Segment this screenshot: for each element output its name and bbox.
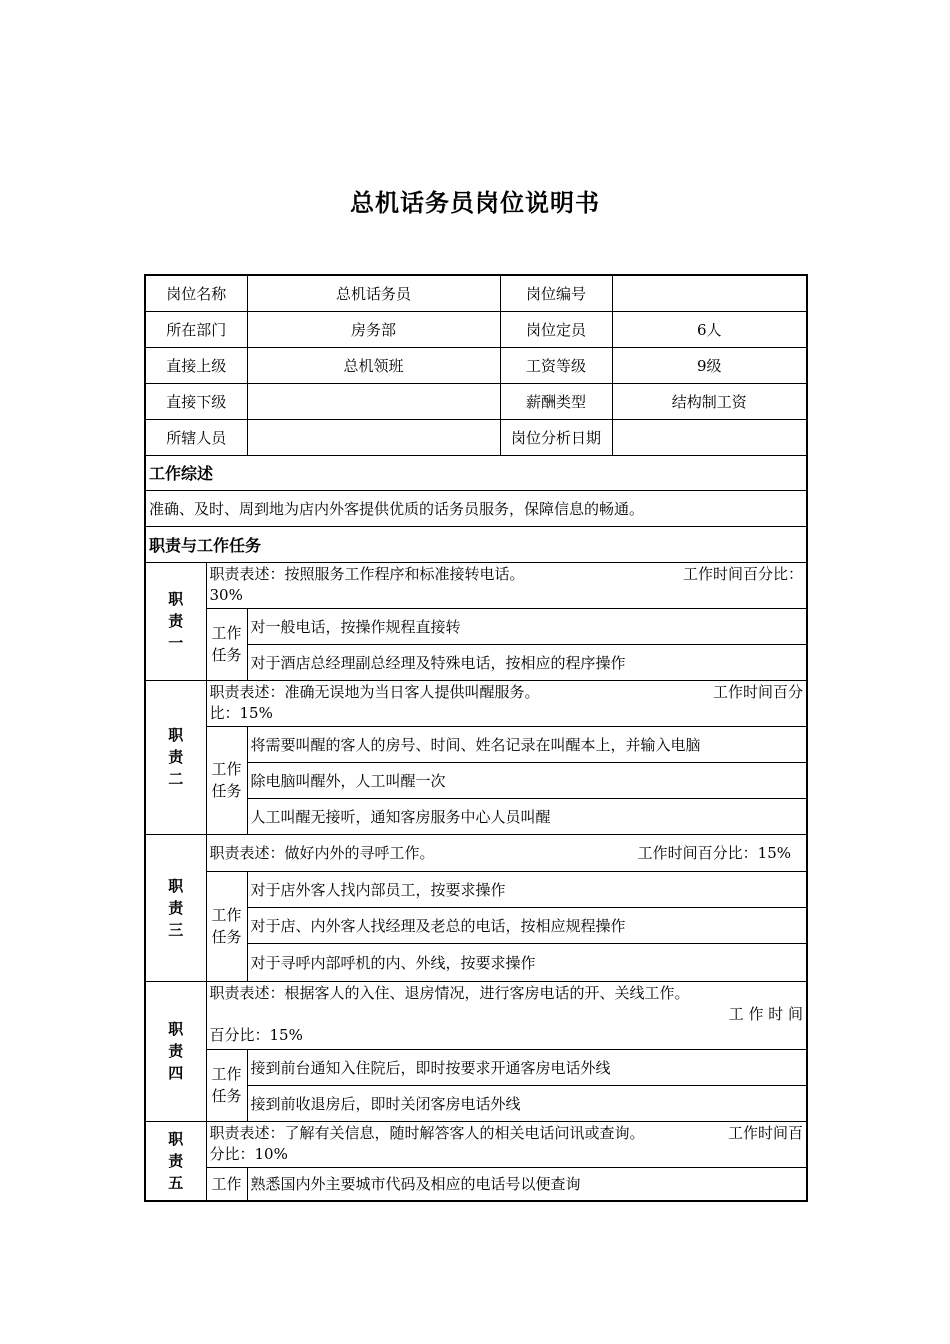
info-value: 9级: [612, 347, 807, 383]
info-row: [145, 275, 807, 311]
job-description-table: [144, 274, 808, 1202]
duty-label: 职 责 一: [145, 562, 206, 680]
info-value: [612, 275, 807, 311]
info-value: [247, 383, 500, 419]
summary-heading: 工作综述: [145, 455, 807, 490]
info-value: 房务部: [247, 311, 500, 347]
info-label: 岗位分析日期: [500, 419, 612, 455]
task-item: 接到前收退房后，即时关闭客房电话外线: [247, 1085, 807, 1121]
info-value: 总机话务员: [247, 275, 500, 311]
task-label: 工作 任务: [206, 608, 247, 680]
task-label: 工作 任务: [206, 1049, 247, 1121]
duty-row: [145, 1121, 807, 1167]
task-item: 对于酒店总经理副总经理及特殊电话，按相应的程序操作: [247, 644, 807, 680]
duty-description: 职责表述：做好内外的寻呼工作。 工作时间百分比：15%: [206, 834, 807, 871]
task-item: 人工叫醒无接听，通知客房服务中心人员叫醒: [247, 798, 807, 834]
duty-description: 职责表述：准确无误地为当日客人提供叫醒服务。 工作时间百分 比：15%: [206, 680, 807, 726]
task-label: 工作 任务: [206, 726, 247, 834]
duty-row: [145, 680, 807, 726]
duty-label: 职 责 三: [145, 834, 206, 981]
info-label: 岗位名称: [145, 275, 247, 311]
info-row: [145, 347, 807, 383]
info-row: [145, 383, 807, 419]
info-label: 薪酬类型: [500, 383, 612, 419]
duty-row: [145, 834, 807, 871]
info-label: 岗位编号: [500, 275, 612, 311]
task-label: 工作: [206, 1167, 247, 1201]
info-row: [145, 419, 807, 455]
duty-description: 职责表述：了解有关信息，随时解答客人的相关电话问讯或查询。 工作时间百 分比：10%: [206, 1121, 807, 1167]
duty-description: 职责表述：根据客人的入住、退房情况，进行客房电话的开、关线工作。 工 作 时 间 百分比：15%: [206, 981, 807, 1049]
info-label: 直接下级: [145, 383, 247, 419]
page-title: 总机话务员岗位说明书: [350, 189, 600, 217]
info-value: 6人: [612, 311, 807, 347]
duty-label: 职 责 二: [145, 680, 206, 834]
task-item: 熟悉国内外主要城市代码及相应的电话号以便查询: [247, 1167, 807, 1201]
duty-row: [145, 981, 807, 1049]
info-label: 所在部门: [145, 311, 247, 347]
info-label: 岗位定员: [500, 311, 612, 347]
duty-label: 职 责 四: [145, 981, 206, 1121]
info-value: 结构制工资: [612, 383, 807, 419]
task-item: 除电脑叫醒外，人工叫醒一次: [247, 762, 807, 798]
info-label: 所辖人员: [145, 419, 247, 455]
info-label: 工资等级: [500, 347, 612, 383]
task-item: 对一般电话，按操作规程直接转: [247, 608, 807, 644]
info-value: [612, 419, 807, 455]
summary-text: 准确、及时、周到地为店内外客提供优质的话务员服务，保障信息的畅通。: [145, 490, 807, 526]
duty-row: [145, 562, 807, 608]
task-item: 对于店、内外客人找经理及老总的电话，按相应规程操作: [247, 907, 807, 943]
duty-description: 职责表述：按照服务工作程序和标准接转电话。 工作时间百分比： 30%: [206, 562, 807, 608]
duty-label: 职 责 五: [145, 1121, 206, 1201]
info-value: [247, 419, 500, 455]
task-item: 将需要叫醒的客人的房号、时间、姓名记录在叫醒本上，并输入电脑: [247, 726, 807, 762]
info-label: 直接上级: [145, 347, 247, 383]
info-row: [145, 311, 807, 347]
info-value: 总机领班: [247, 347, 500, 383]
task-item: 接到前台通知入住院后，即时按要求开通客房电话外线: [247, 1049, 807, 1085]
task-item: 对于寻呼内部呼机的内、外线，按要求操作: [247, 943, 807, 981]
duties-heading: 职责与工作任务: [145, 526, 807, 562]
task-label: 工作 任务: [206, 871, 247, 981]
task-item: 对于店外客人找内部员工，按要求操作: [247, 871, 807, 907]
